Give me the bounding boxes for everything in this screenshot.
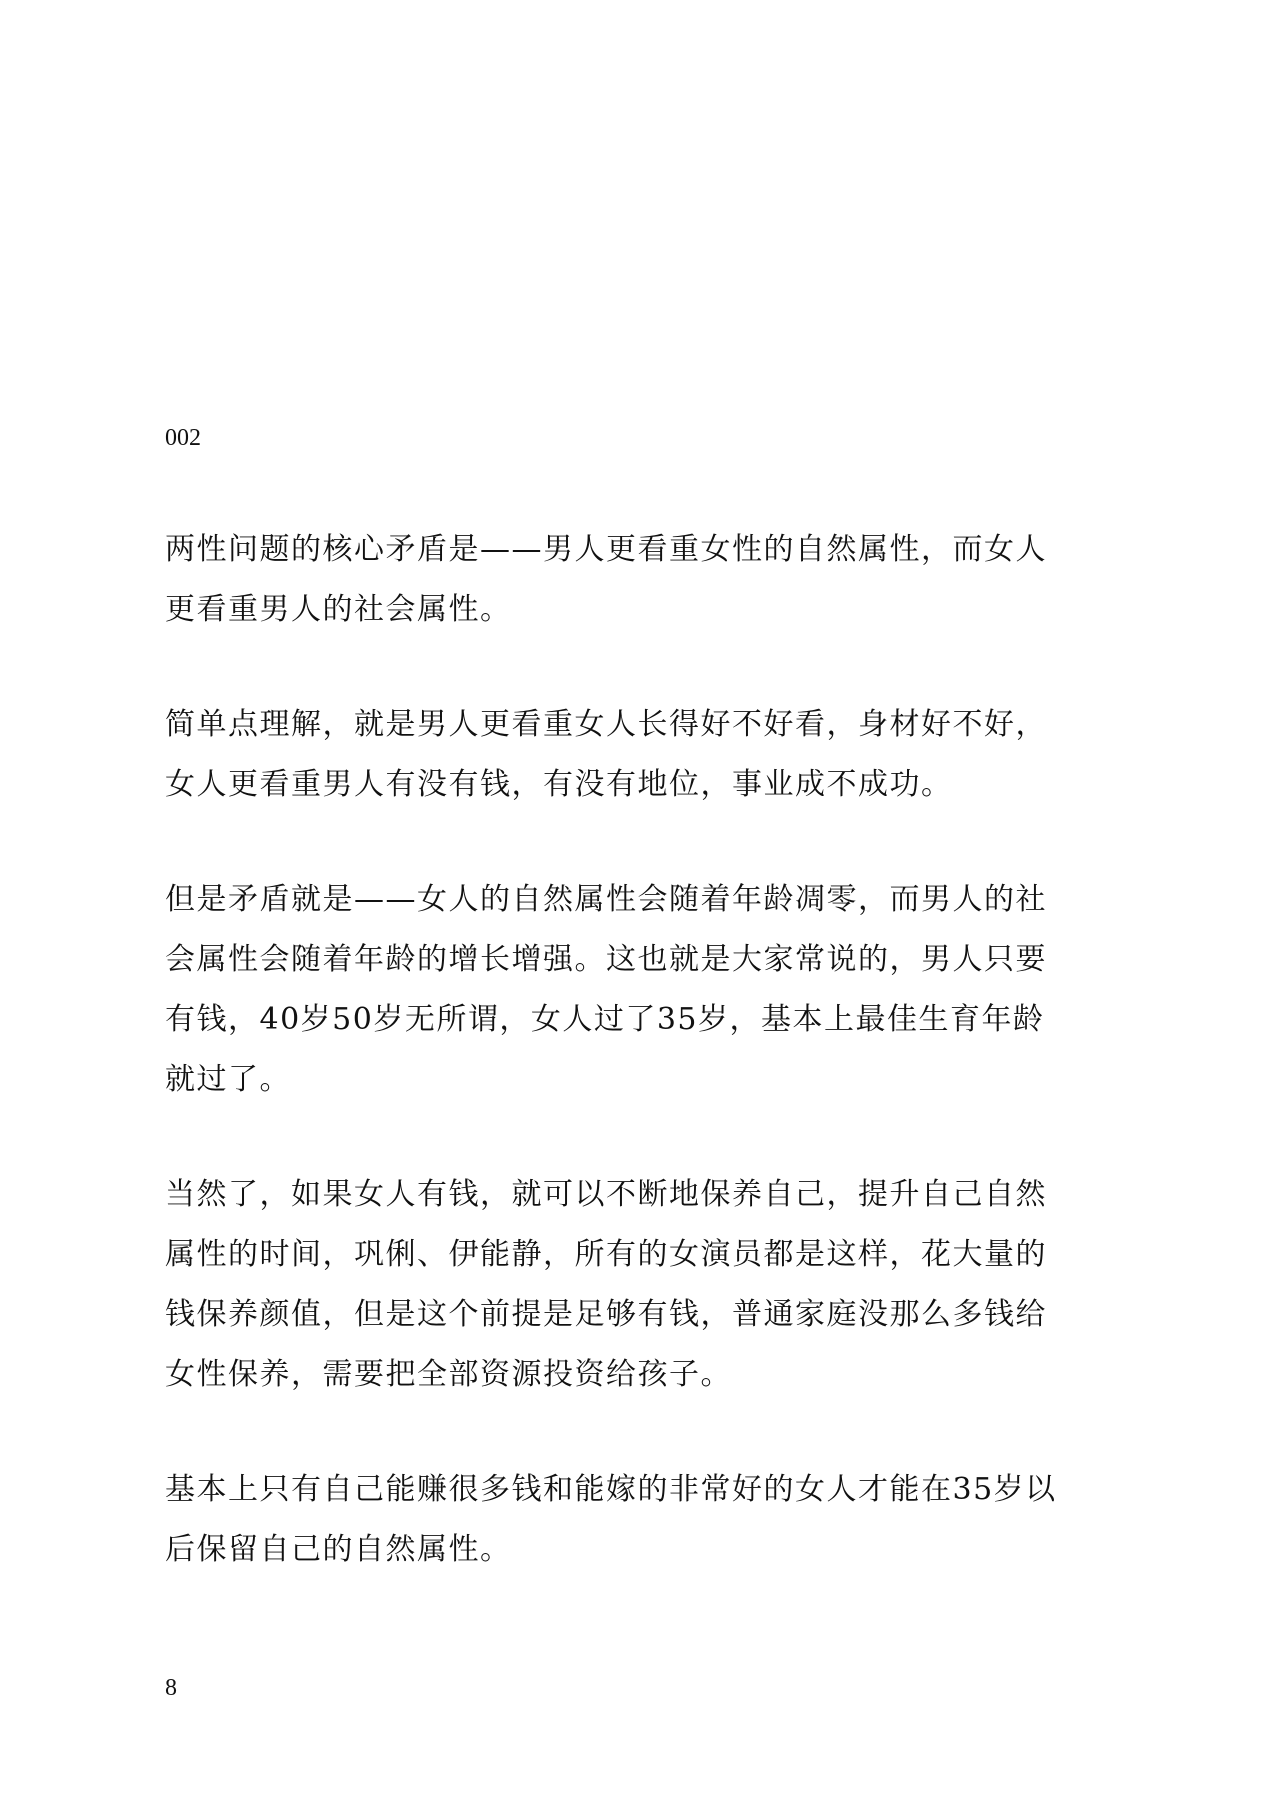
paragraph-2 [165, 695, 1045, 815]
paragraph-line: 基本上只有自己能赚很多钱和能嫁的非常好的女人才能在35岁以 [165, 1472, 1057, 1507]
paragraph-line: 简单点理解，就是男人更看重女人长得好不好看，身材好不好， [165, 707, 1047, 742]
paragraph-line: 会属性会随着年龄的增长增强。这也就是大家常说的，男人只要 [165, 942, 1047, 977]
page-number: 8 [165, 1675, 177, 1701]
paragraph-line: 钱保养颜值，但是这个前提是足够有钱，普通家庭没那么多钱给 [165, 1297, 1047, 1332]
paragraph-line: 但是矛盾就是——女人的自然属性会随着年龄凋零，而男人的社 [165, 882, 1047, 917]
paragraph-line: 女性保养，需要把全部资源投资给孩子。 [165, 1357, 732, 1392]
paragraph-3 [165, 870, 1045, 1110]
paragraph-line: 有钱，40岁50岁无所谓，女人过了35岁，基本上最佳生育年龄 [165, 1002, 1045, 1037]
paragraph-line: 女人更看重男人有没有钱，有没有地位，事业成不成功。 [165, 767, 953, 802]
section-number: 002 [165, 425, 201, 451]
paragraph-line: 属性的时间，巩俐、伊能静，所有的女演员都是这样，花大量的 [165, 1237, 1047, 1272]
paragraph-line: 后保留自己的自然属性。 [165, 1532, 512, 1567]
paragraph-1 [165, 520, 1045, 640]
paragraph-line: 就过了。 [165, 1062, 291, 1097]
paragraph-line: 更看重男人的社会属性。 [165, 592, 512, 627]
paragraph-line: 两性问题的核心矛盾是——男人更看重女性的自然属性，而女人 [165, 532, 1047, 567]
paragraph-4 [165, 1165, 1045, 1405]
paragraph-5 [165, 1460, 1057, 1580]
paragraph-line: 当然了，如果女人有钱，就可以不断地保养自己，提升自己自然 [165, 1177, 1047, 1212]
